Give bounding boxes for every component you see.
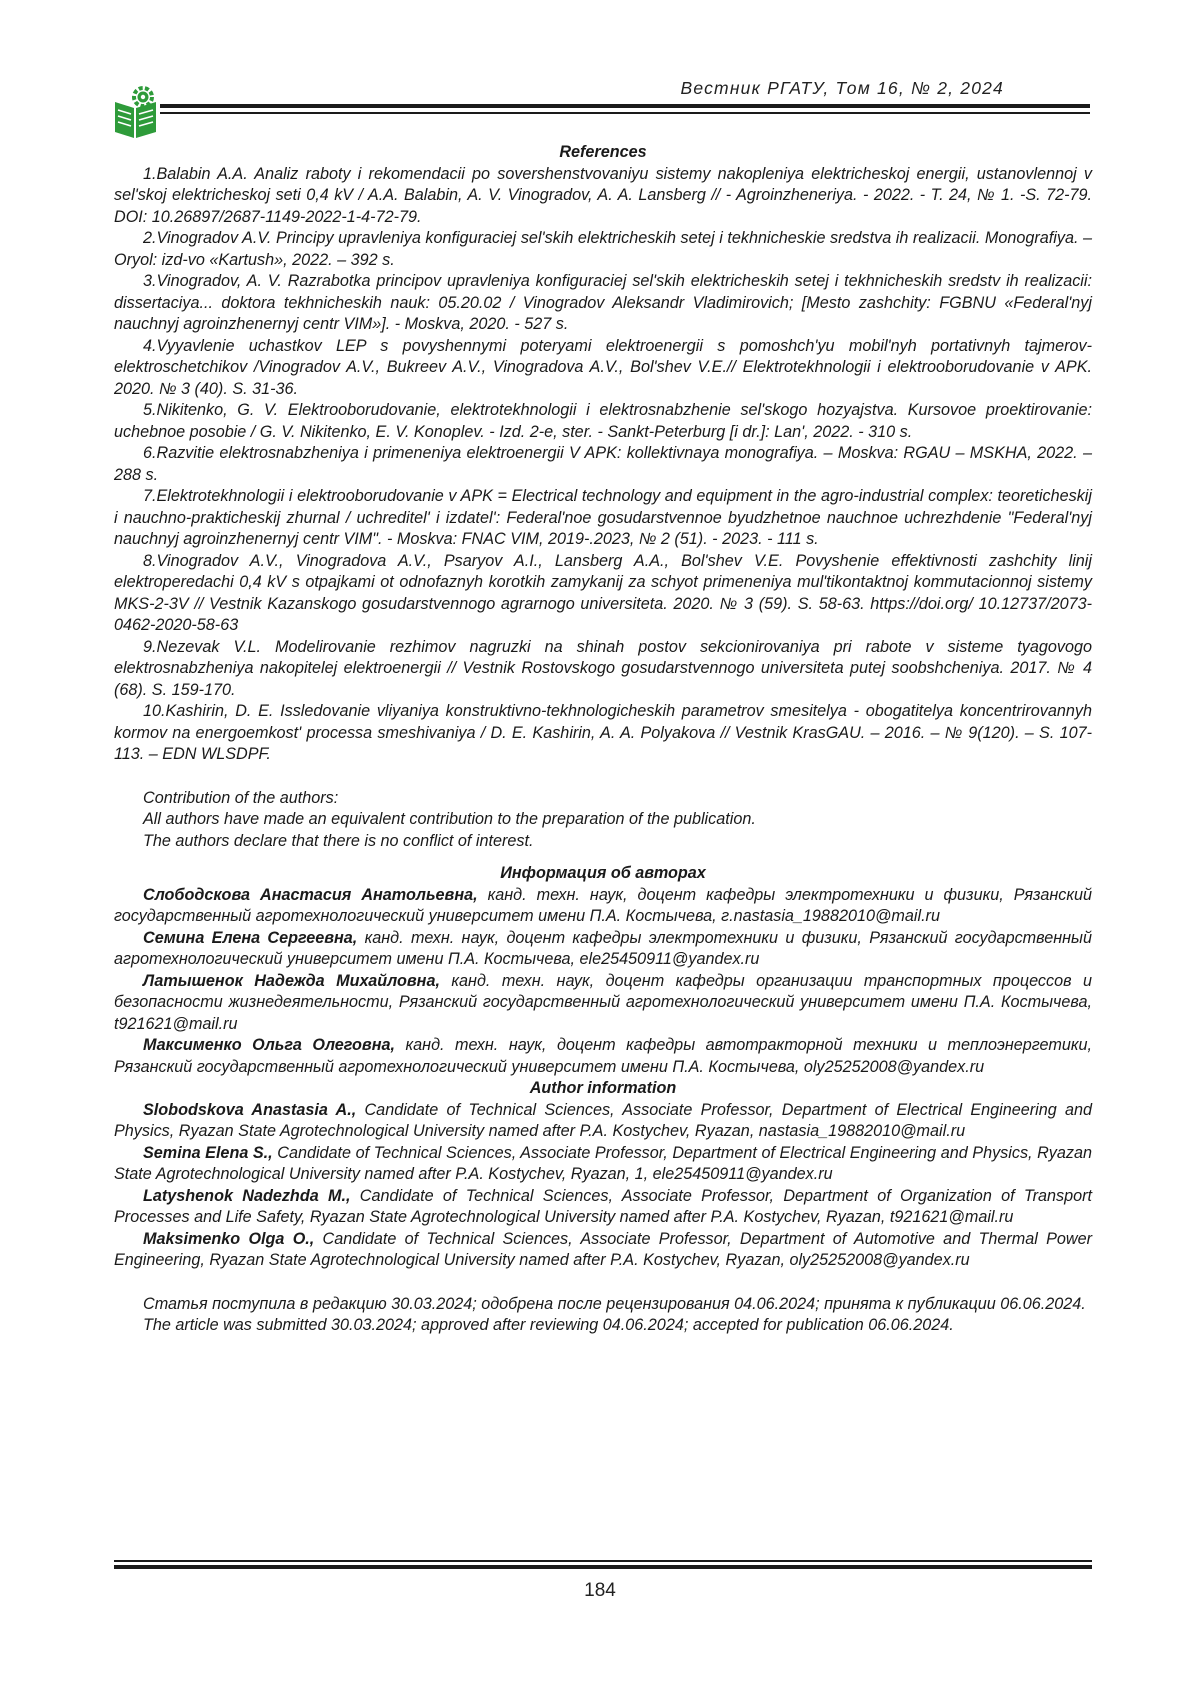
footer-rule-thin: [114, 1560, 1092, 1562]
journal-logo-icon: [112, 80, 160, 140]
author-details: канд. техн. наук, доцент кафедры автотракторной техники и теплоэнергетики, Рязанский государственный агротехнологический университет имени П.А. Костычева, oly25252008@yandex.ru: [114, 1036, 1092, 1076]
contribution-line: All authors have made an equivalent contribution to the preparation of the publication.: [143, 810, 756, 828]
contribution-title: Contribution of the authors:: [143, 788, 339, 807]
author-name: Latyshenok Nadezhda M.,: [143, 1186, 351, 1205]
author-en-entry: [114, 1186, 1092, 1229]
reference-item: 2.Vinogradov A.V. Principy upravleniya konfiguraciej sel'skih elektricheskih setej i tekhnicheskie sredstva ih realizacii. Monografiya. – Oryol: izd-vo «Kartush», 2022. – 392 s.: [114, 229, 1092, 269]
authors-en-title: Author information: [529, 1079, 677, 1097]
author-ru-entry: [114, 885, 1092, 928]
author-name: Slobodskova Anastasia A.,: [143, 1100, 357, 1119]
author-en-entry: [114, 1229, 1092, 1272]
page-content: [114, 142, 1092, 1337]
reference-item: 6.Razvitie elektrosnabzheniya i primeneniya elektroenergii V APK: kollektivnaya monografiya. – Moskva: RGAU – MSKHA, 2022. – 288 s.: [114, 444, 1092, 484]
header-rule-thin: [160, 112, 1090, 114]
references-title: References: [559, 143, 647, 161]
reference-item: 5.Nikitenko, G. V. Elektrooborudovanie, elektrotekhnologii i elektrosnabzhenie sel'skogo hozyajstva. Kursovoe proektirovanie: uchebnoe posobie / G. V. Nikitenko, E. V. Konoplev. - Izd. 2-e, ster. - Sankt-Peterburg [i dr.]: Lan', 2022. - 310 s.: [114, 401, 1092, 441]
author-details: Candidate of Technical Sciences, Associate Professor, Department of Electrical Engineering and Physics, Ryazan State Agrotechnological University named after P.A. Kostychev, Ryazan, 1, ele25450911@yandex.ru: [114, 1143, 1092, 1183]
author-en-entry: [114, 1143, 1092, 1186]
author-name: Максименко Ольга Олеговна,: [143, 1036, 395, 1054]
author-en-entry: [114, 1100, 1092, 1143]
author-name: Semina Elena S.,: [143, 1143, 273, 1162]
page-number: 184: [584, 1580, 616, 1601]
author-details: канд. техн. наук, доцент кафедры организации транспортных процессов и безопасности жизнедеятельности, Рязанский государственный агротехнологический университет имени П.А. Костычева, t921621@mail.ru: [114, 971, 1092, 1033]
authors-ru-title: Информация об авторах: [500, 864, 706, 882]
author-ru-entry: [114, 971, 1092, 1036]
author-details: Candidate of Technical Sciences, Associate Professor, Department of Organization of Transport Processes and Life Safety, Ryazan State Agrotechnological University named after P.A. Kostychev, Ryazan, t921621@mail.ru: [114, 1186, 1092, 1226]
reference-item: 1.Balabin A.A. Analiz raboty i rekomendacii po sovershenstvovaniyu sistemy nakopleniya elektricheskoj energii, ustanovlennoj v sel'skoj elektricheskoj seti 0,4 kV / A.A. Balabin, A. V. Vinogradov, A. A. Lansberg // - Agroinzheneriya. - 2022. - T. 24, № 1. -S. 72-79. DOI: 10.26897/2687-1149-2022-1-4-72-79.: [114, 164, 1092, 226]
author-details: канд. техн. наук, доцент кафедры электротехники и физики, Рязанский государственный агротехнологический университет имени П.А. Костычева, г.nastasia_19882010@mail.ru: [114, 885, 1092, 925]
author-name: Maksimenko Olga O.,: [143, 1229, 315, 1248]
article-dates-en: The article was submitted 30.03.2024; approved after reviewing 04.06.2024; accepted for publication 06.06.2024.: [143, 1316, 954, 1334]
article-dates-ru: Статья поступила в редакцию 30.03.2024; одобрена после рецензирования 04.06.2024; принята к публикации 06.06.2024.: [143, 1294, 1086, 1313]
author-details: Candidate of Technical Sciences, Associate Professor, Department of Electrical Engineering and Physics, Ryazan State Agrotechnological University named after P.A. Kostychev, Ryazan, nastasia_19882010@mail.ru: [114, 1100, 1092, 1140]
reference-item: 9.Nezevak V.L. Modelirovanie rezhimov nagruzki na shinah postov sekcionirovaniya pri rabote v sisteme tyagovogo elektrosnabzheniya nakopitelej elektroenergii // Vestnik Rostovskogo gosudarstvennogo universiteta putej soobshcheniya. 2017. № 4 (68). S. 159-170.: [114, 637, 1092, 699]
reference-item: 7.Elektrotekhnologii i elektrooborudovanie v APK = Electrical technology and equipment in the agro-industrial complex: teoreticheskij i nauchno-prakticheskij zhurnal / uchreditel' i izdatel': Federal'noe gosudarstvennoe byudzhetnoe nauchnoe uchrezhdenie "Federal'nyj nauchnyj agroinzhenernyj centr VIM". - Moskva: FNAC VIM, 2019-.2023, № 2 (51). - 2023. - 111 s.: [114, 487, 1092, 548]
conflict-statement: The authors declare that there is no conflict of interest.: [143, 831, 534, 850]
author-details: канд. техн. наук, доцент кафедры электротехники и физики, Рязанский государственный агротехнологический университет имени П.А. Костычева, ele25450911@yandex.ru: [114, 928, 1092, 968]
reference-item: 3.Vinogradov, A. V. Razrabotka principov upravleniya konfiguraciej sel'skih elektricheskih setej i tekhnicheskih sredstv ih realizacii: dissertaciya... doktora tekhnicheskih nauk: 05.20.02 / Vinogradov Aleksandr Vladimirovich; [Mesto zashchity: FGBNU «Federal'nyj nauchnyj agroinzhenernyj centr VIM»]. - Moskva, 2020. - 527 s.: [114, 272, 1092, 333]
book-gear-logo-icon: [112, 80, 160, 140]
journal-running-title: Вестник РГАТУ, Том 16, № 2, 2024: [680, 78, 1004, 98]
author-details: Candidate of Technical Sciences, Associate Professor, Department of Automotive and Thermal Power Engineering, Ryazan State Agrotechnological University named after P.A. Kostychev, Ryazan, oly25252008@yandex.ru: [114, 1229, 1092, 1269]
reference-item: 8.Vinogradov A.V., Vinogradova A.V., Psaryov A.I., Lansberg A.A., Bol'shev V.E. Povyshenie effektivnosti zashchity linij elektroperedachi 0,4 kV s otpajkami ot odnofaznyh korotkih zamykanij za schyot primeneniya mul'tikontaktnoj kommutacionnoj sistemy MKS-2-3V // Vestnik Kazanskogo gosudarstvennogo agrarnogo universiteta. 2020. № 3 (59). S. 58-63. https://doi.org/ 10.12737/2073-0462-2020-58-63: [114, 551, 1092, 634]
author-name: Латышенок Надежда Михайловна,: [143, 971, 440, 990]
author-name: Слободскова Анастасия Анатольевна,: [143, 885, 478, 904]
reference-item: 10.Kashirin, D. E. Issledovanie vliyaniya konstruktivno-tekhnologicheskih parametrov smesitelya - obogatitelya koncentrirovannyh kormov na energoemkost' processa smeshivaniya / D. E. Kashirin, A. A. Polyakova // Vestnik KrasGAU. – 2016. – № 9(120). – S. 107-113. – EDN WLSDPF.: [114, 702, 1092, 763]
footer-rule-thick: [114, 1565, 1092, 1569]
author-ru-entry: [114, 1035, 1092, 1078]
author-ru-entry: [114, 928, 1092, 971]
author-name: Семина Елена Сергеевна,: [143, 928, 358, 947]
reference-item: 4.Vyyavlenie uchastkov LEP s povyshennymi poteryami elektroenergii s pomoshch'yu mobil'nyh portativnyh tajmerov-elektroschetchikov /Vinogradov A.V., Bukreev A.V., Vinogradova A.V., Bol'shev V.E.// Elektrotekhnologii i elektrooborudovanie v APK. 2020. № 3 (40). S. 31-36.: [114, 336, 1092, 398]
header-rule-thick: [160, 104, 1090, 108]
